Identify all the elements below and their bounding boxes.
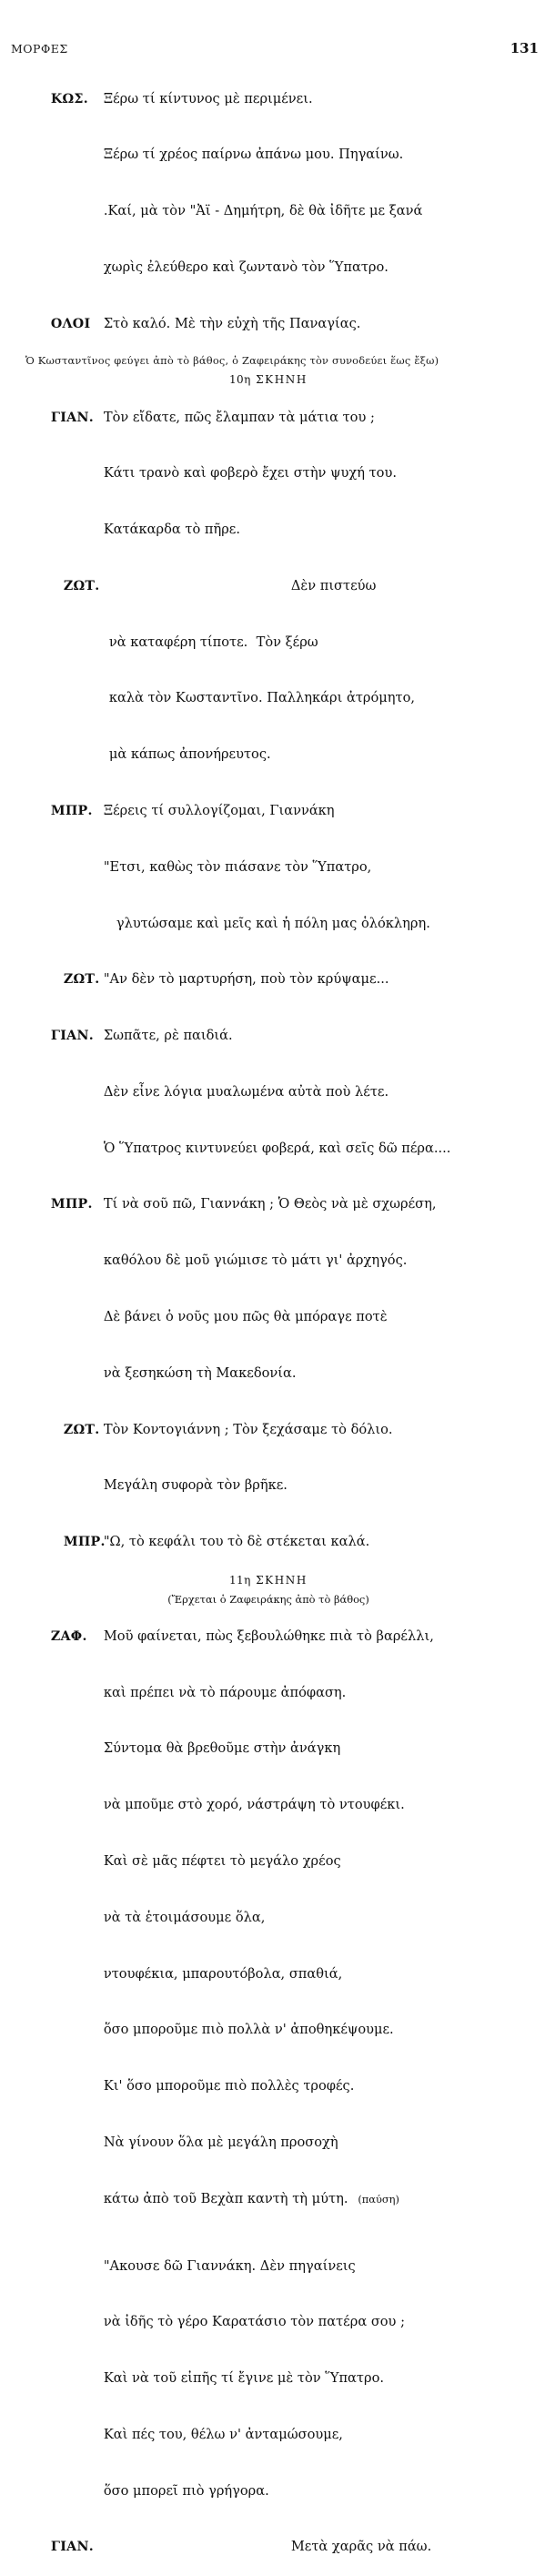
dialogue-line — [0, 2463, 555, 2520]
line-text: "Ακουσε δῶ Γιαννάκη. Δὲν πηγαίνεις — [103, 2257, 356, 2274]
speaker-label: ΖΩΤ. — [63, 972, 100, 988]
speaker-label: ΜΠΡ. — [50, 1197, 93, 1212]
scene-number: 11η — [229, 1574, 251, 1587]
line-text: Ξέρεις τί συλλογίζομαι, Γιαννάκη — [103, 802, 335, 818]
speaker-label: ΖΑΦ. — [50, 1628, 87, 1644]
line-text: γλυτώσαμε καὶ μεῖς καὶ ἡ πόλη μας ὁλόκληρη. — [116, 915, 430, 931]
dialogue-line — [0, 727, 555, 784]
line-text: Κι' ὅσο μποροῦμε πιὸ πολλὲς τροφές. — [103, 2078, 355, 2094]
scene-label: ΣΚΗΝΗ — [256, 1574, 308, 1587]
dialogue-line — [0, 896, 555, 952]
page-number: 131 — [510, 40, 539, 56]
dialogue-line — [0, 239, 555, 296]
line-text: νὰ ξεσηκώση τὴ Μακεδονία. — [103, 1364, 297, 1381]
dialogue-line — [0, 1009, 555, 1065]
dialogue-line — [0, 558, 555, 614]
line-text: Ὁ Ὕπατρος κιντυνεύει φοβερά, καὶ σεῖς δῶ πέρα.... — [103, 1140, 451, 1156]
line-text: νὰ καταφέρη τίποτε. Τὸν ξέρω — [108, 634, 318, 650]
scene-note: (Ἔρχεται ὁ Ζαφειράκης ἀπὸ τὸ βάθος) — [167, 1593, 369, 1607]
line-text: Ξέρω τί χρέος παίρνω ἀπάνω μου. Πηγαίνω. — [103, 147, 404, 163]
line-text: νὰ ἰδῆς τὸ γέρο Καρατάσιο τὸν πατέρα σου ; — [103, 2314, 405, 2330]
line-text: Τί νὰ σοῦ πῶ, Γιαννάκη ; Ὁ Θεὸς νὰ μὲ σχωρέση, — [103, 1196, 437, 1212]
dialogue-line — [0, 2059, 555, 2115]
line-text: Κατάκαρδα τὸ πῆρε. — [103, 522, 240, 538]
speaker-label: ΜΠΡ. — [63, 1535, 106, 1550]
dialogue-line — [0, 390, 555, 446]
play-text-body — [0, 71, 555, 2576]
dialogue-line — [0, 1665, 555, 1721]
speaker-label: ΓΙΑΝ. — [50, 2540, 94, 2555]
line-text: .Καί, μὰ τὸν "Ἀϊ - Δημήτρη, δὲ θὰ ἰδῆτε με ξανά — [103, 203, 423, 219]
scene-heading-11 — [0, 1570, 555, 1590]
line-text: Καὶ πές του, θέλω ν' ἀνταμώσουμε, — [103, 2426, 343, 2442]
scene-number: 10η — [229, 372, 251, 386]
dialogue-line — [0, 1177, 555, 1233]
pause-note: (παύση) — [358, 2192, 399, 2206]
dialogue-line — [0, 2407, 555, 2463]
dialogue-line — [0, 502, 555, 558]
line-text: Καὶ νὰ τοῦ εἰπῆς τί ἔγινε μὲ τὸν Ὕπατρο. — [103, 2370, 384, 2387]
line-text: Δὲ βάνει ὁ νοῦς μου πῶς θὰ μπόραγε ποτὲ — [103, 1309, 388, 1324]
line-text: νὰ μποῦμε στὸ χορό, νάστράψη τὸ ντουφέκι. — [103, 1797, 405, 1813]
line-text: "Αν δὲν τὸ μαρτυρήση, ποὺ τὸν κρύψαμε... — [103, 971, 389, 988]
line-text: Τὸν εἴδατε, πῶς ἔλαμπαν τὰ μάτια του ; — [103, 409, 375, 425]
line-text: "Ετσι, καθὼς τὸν πιάσανε τὸν Ὕπατρο, — [103, 858, 372, 875]
line-text: Σύντομα θὰ βρεθοῦμε στὴν ἀνάγκη — [103, 1740, 341, 1757]
dialogue-line — [0, 614, 555, 671]
speaker-label: ΜΠΡ. — [50, 803, 93, 818]
dialogue-line — [0, 1778, 555, 1834]
line-text: Μοῦ φαίνεται, πὼς ξεβουλώθηκε πιὰ τὸ βαρέλλι, — [103, 1628, 434, 1644]
line-text: Νὰ γίνουν ὅλα μὲ μεγάλη προσοχὴ — [103, 2134, 338, 2150]
dialogue-line — [0, 184, 555, 240]
line-text: καὶ πρέπει νὰ τὸ πάρουμε ἀπόφαση. — [103, 1684, 347, 1700]
line-text: Μετὰ χαρᾶς νὰ πάω. — [290, 2539, 432, 2555]
dialogue-line — [0, 952, 555, 1009]
line-text: νὰ τὰ ἑτοιμάσουμε ὅλα, — [103, 1909, 266, 1925]
line-text: Δὲν εἶνε λόγια μυαλωμένα αὐτὰ ποὺ λέτε. — [103, 1083, 389, 1100]
speaker-label: ΚΩΣ. — [50, 91, 88, 106]
line-text: ὅσο μπορεῖ πιὸ γρήγορα. — [103, 2482, 269, 2499]
dialogue-line — [0, 1289, 555, 1345]
line-text: "Ω, τὸ κεφάλι του τὸ δὲ στέκεται καλά. — [103, 1534, 370, 1550]
dialogue-line — [0, 1890, 555, 1946]
speaker-label: ΓΙΑΝ. — [50, 410, 94, 425]
line-text: μὰ κάπως ἀπονήρευτος. — [108, 746, 271, 763]
dialogue-line — [0, 1721, 555, 1778]
dialogue-line — [0, 2171, 555, 2227]
speaker-label: ΖΩΤ. — [63, 1422, 100, 1437]
dialogue-line — [0, 1515, 555, 1571]
dialogue-line — [0, 127, 555, 184]
line-text: Καὶ σὲ μᾶς πέφτει τὸ μεγάλο χρέος — [103, 1853, 341, 1870]
dialogue-line — [0, 296, 555, 352]
dialogue-line — [0, 1402, 555, 1458]
speaker-label: ΟΛΟΙ — [50, 316, 91, 331]
line-text: Μεγάλη συφορὰ τὸν βρῆκε. — [103, 1477, 288, 1494]
dialogue-line — [0, 1458, 555, 1515]
dialogue-line — [0, 2350, 555, 2407]
dialogue-line — [0, 1233, 555, 1290]
dialogue-line — [0, 1345, 555, 1402]
dialogue-line — [0, 1064, 555, 1121]
dialogue-line — [0, 839, 555, 896]
dialogue-line — [0, 1946, 555, 2003]
dialogue-line — [0, 2003, 555, 2059]
scene-label: ΣΚΗΝΗ — [256, 372, 308, 386]
line-text: κάτω ἀπὸ τοῦ Βεχὰπ καντὴ τὴ μύτη. — [103, 2190, 348, 2206]
dialogue-line — [0, 1608, 555, 1665]
dialogue-line — [0, 2295, 555, 2351]
dialogue-line — [0, 2520, 555, 2576]
line-text: ὅσο μποροῦμε πιὸ πολλὰ ν' ἀποθηκέψουμε. — [103, 2022, 394, 2038]
running-head — [11, 42, 539, 60]
line-text: καλὰ τὸν Κωσταντῖνο. Παλληκάρι ἀτρόμητο, — [108, 690, 415, 706]
scene-heading-10 — [0, 370, 555, 390]
line-text: Κάτι τρανὸ καὶ φοβερὸ ἔχει στὴν ψυχή του. — [103, 465, 397, 482]
dialogue-line — [0, 1833, 555, 1890]
dialogue-line — [0, 1121, 555, 1177]
dialogue-line — [0, 71, 555, 127]
dialogue-line — [0, 2115, 555, 2171]
running-head-title: ΜΟΡΦΕΣ — [11, 42, 68, 56]
line-text: καθόλου δὲ μοῦ γιώμισε τὸ μάτι γι' ἀρχηγός. — [103, 1253, 408, 1269]
line-text: ντουφέκια, μπαρουτόβολα, σπαθιά, — [103, 1965, 343, 1982]
stage-direction: Ὁ Κωσταντῖνος φεύγει ἀπὸ τὸ βάθος, ὁ Ζαφειράκης τὸν συνοδεύει ἕως ἔξω) — [25, 353, 439, 367]
speaker-label: ΓΙΑΝ. — [50, 1029, 94, 1044]
speaker-label: ΖΩΤ. — [63, 578, 100, 593]
line-text: Στὸ καλό. Μὲ τὴν εὐχὴ τῆς Παναγίας. — [103, 315, 361, 331]
line-text: χωρὶς ἐλεύθερο καὶ ζωντανὸ τὸν Ὕπατρο. — [103, 259, 388, 275]
line-text: Δὲν πιστεύω — [290, 577, 377, 593]
dialogue-line — [0, 783, 555, 839]
line-text: Σωπᾶτε, ρὲ παιδιά. — [103, 1028, 233, 1044]
line-text: Τὸν Κοντογιάννη ; Τὸν ξεχάσαμε τὸ δόλιο. — [103, 1421, 393, 1437]
line-text: Ξέρω τί κίντυνος μὲ περιμένει. — [103, 90, 313, 106]
dialogue-line — [0, 2238, 555, 2295]
dialogue-line — [0, 671, 555, 727]
dialogue-line — [0, 446, 555, 502]
